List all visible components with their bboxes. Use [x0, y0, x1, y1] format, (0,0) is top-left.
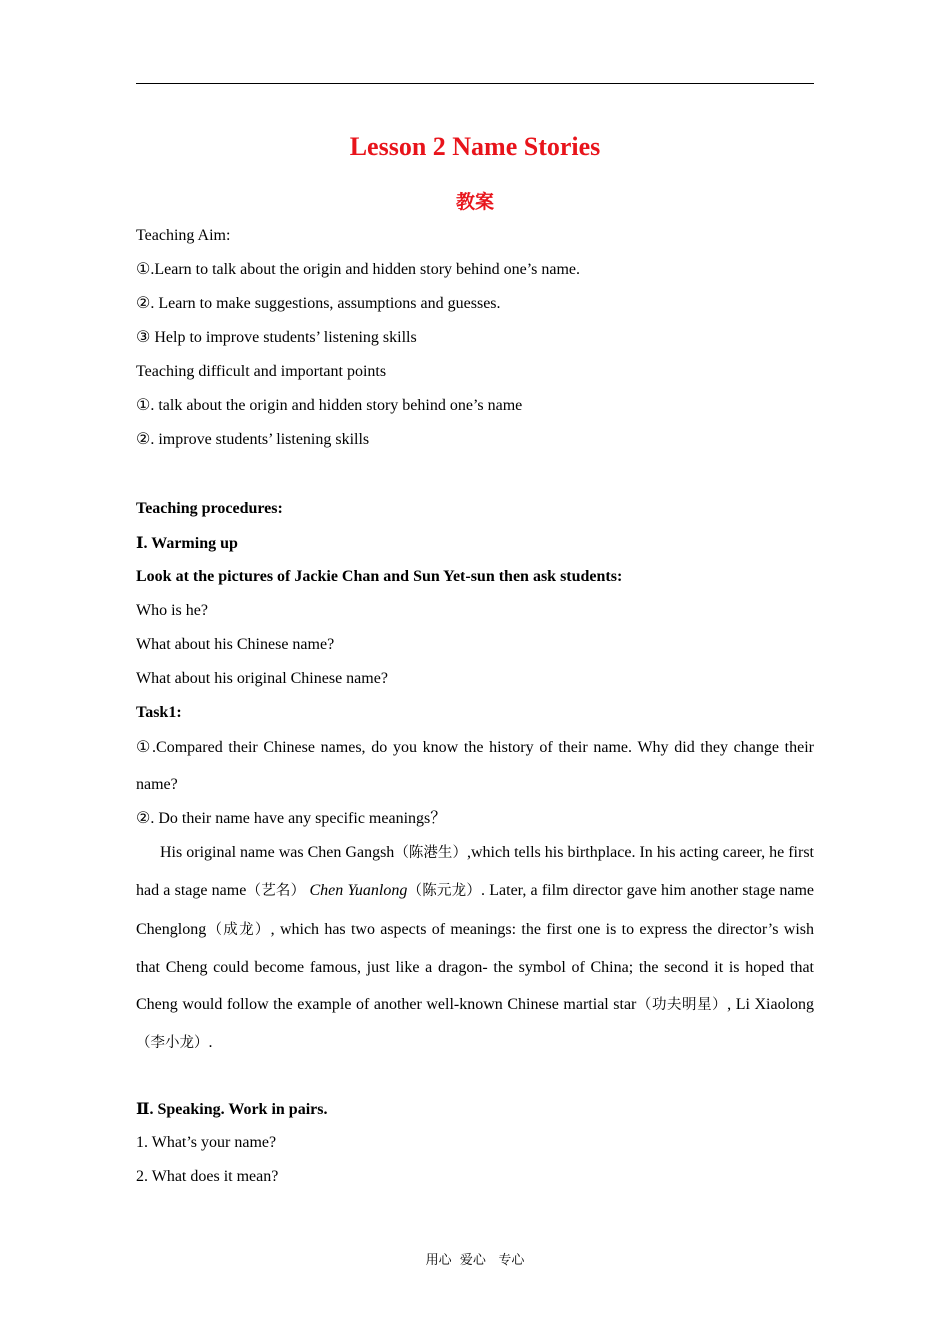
story-text: ,which tells his birthplace. In his acting career, he first had a stage name [136, 844, 814, 900]
warming-question-1: Who is he? [136, 602, 208, 619]
warming-question-2: What about his Chinese name? [136, 636, 335, 653]
teaching-aim-heading: Teaching Aim: [136, 227, 231, 244]
page-footer: 用心 爱心 专心 [425, 1253, 525, 1268]
story-text: . Later, a film director gave him another stage name Chenglong [136, 882, 815, 938]
name-story-paragraph [136, 834, 814, 1063]
speaking-label: . Speaking. Work in pairs. [149, 1101, 328, 1118]
story-chinese: （功夫明星） [636, 997, 728, 1014]
task1-question-1: ①.Compared their Chinese names, do you know the history of their name. Why did they change their name? [136, 739, 814, 794]
story-italic-name: Chen Yuanlong [305, 882, 408, 900]
story-text: , which has two aspects of meanings: the first one is to express the director’s wish that Cheng could become famous, just like a dragon- the symbol of China; the second it is hoped that Cheng would follow the example of another well-known Chinese martial star [136, 920, 814, 1014]
warming-instruction: Look at the pictures of Jackie Chan and Sun Yet-sun then ask students: [136, 568, 623, 585]
story-chinese: （艺名） [246, 883, 306, 900]
task1-heading: Task1: [136, 704, 182, 721]
speaking-question-2: 2. What does it mean? [136, 1168, 279, 1185]
points-heading: Teaching difficult and important points [136, 363, 387, 380]
story-text: His original name was Chen Gangsh [160, 844, 395, 861]
warming-question-3: What about his original Chinese name? [136, 670, 388, 687]
story-chinese: （成龙） [206, 921, 271, 938]
story-text: , Li Xiaolong [727, 996, 815, 1014]
roman-numeral-1: Ⅰ [136, 533, 144, 552]
point-item-1: ①. talk about the origin and hidden story behind one’s name [136, 397, 523, 414]
story-chinese: （陈元龙） [407, 883, 482, 900]
story-chinese: （李小龙） [136, 1035, 209, 1052]
warming-up-label: . Warming up [143, 535, 238, 552]
task1-question-2: ②. Do their name have any specific meanings？ [136, 810, 447, 827]
aim-item-2: ②. Learn to make suggestions, assumptions and guesses. [136, 295, 501, 312]
speaking-heading [136, 1099, 814, 1120]
aim-item-3: ③ Help to improve students’ listening skills [136, 329, 417, 346]
story-text: . [208, 1034, 213, 1052]
document-title: Lesson 2 Name Stories [349, 132, 601, 161]
warming-up-heading [136, 533, 814, 554]
aim-item-1: ①.Learn to talk about the origin and hidden story behind one’s name. [136, 261, 581, 278]
header-rule [136, 83, 814, 84]
roman-numeral-2: Ⅱ [136, 1099, 150, 1118]
story-chinese: （陈港生） [394, 845, 467, 861]
speaking-question-1: 1. What’s your name? [136, 1134, 277, 1151]
document-subtitle: 教案 [455, 191, 494, 213]
point-item-2: ②. improve students’ listening skills [136, 431, 370, 448]
procedures-heading: Teaching procedures: [136, 500, 283, 517]
